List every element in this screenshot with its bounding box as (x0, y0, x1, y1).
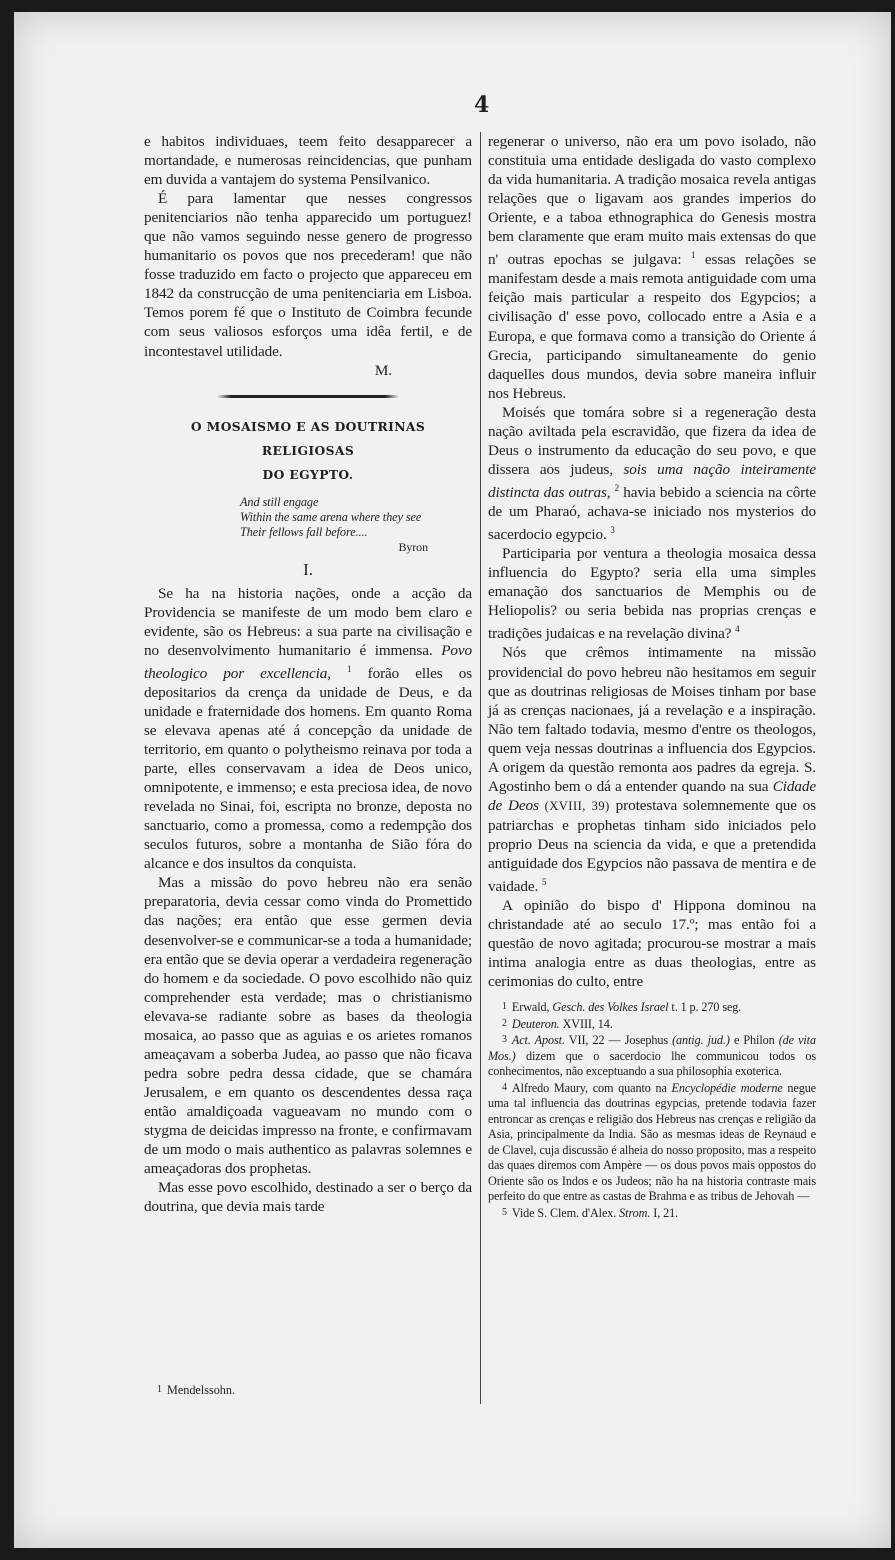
fn2-text-b: XVIII, 14. (562, 1016, 613, 1031)
section-divider (217, 395, 399, 398)
footnote-ref-r3: 3 (610, 525, 615, 536)
fn3-italic-3: (de vita Mos.) (488, 1033, 816, 1063)
article-title-line-1: O MOSAISMO E AS DOUTRINAS RELIGIOSAS (190, 418, 426, 458)
fn3-number: 3 (502, 1034, 507, 1046)
left-paragraph-4: Mas a missão do povo hebreu não era senão preparatoria, devia cessar como vinda do Promettido das nações; era então que esse germen devia desenvolver-se e communicar-se a toda a humanidade; era então que se devia operar a verdadeira regeneração do homem e da sociedade. O povo escolhido não quiz comprehender esta verdade; mas o christianismo elevava-se radiante sobre as bases da theologia mosaica, ao passo que as aguias e os arietes romanos ameaçavam a soberba Judea, ao passo que não ficava pedra sobre pedra dessa cidade, que se chamára Jerusalem, e em quanto os descendentes dessa raça então amaldiçoada vagueavam no mundo com o stygma de deicidas impresso na fronte, e confirmavam de um modo o mais authentico as palavras solemnes e ameaçadoras dos prophetas. (144, 874, 472, 1178)
fn1-italic: Gesch. des Volkes Israel (552, 1000, 669, 1015)
fn1-number: 1 (502, 1001, 507, 1013)
right-p1-text-a: regenerar o universo, não era um povo isolado, não constituia uma entidade desligada do vasto complexo da vida humanitaria. A tradição mosaica revela antigas relações que o ligavam aos grandes imperios do Oriente, e a taboa ethnographica do Genesis mostra bem claramente que eram muito mais extensas do que n' outras epochas se julgava: (488, 133, 816, 269)
fn5-italic: Strom. (619, 1205, 651, 1220)
right-p4-italic: Cidade de Deos (488, 777, 817, 814)
fn1-text-a: Erwald, (511, 1000, 550, 1015)
right-footnote-1 (488, 999, 816, 1016)
left-column (144, 132, 472, 1216)
left-p3-italic: Povo theologico por excellencia, (144, 641, 472, 682)
article-title (144, 415, 472, 487)
right-paragraph-1 (488, 132, 816, 403)
right-column (488, 132, 816, 1221)
right-paragraph-3 (488, 544, 816, 643)
right-paragraph-5: A opinião do bispo d' Hippona dominou na christandade até ao seculo 17.º; mas então foi a questão de novo agitada; procurou-se mostrar a mais intima analogia entre as duas theologias, entre as cerimonias do culto, entre (488, 897, 816, 991)
left-paragraph-5: Mas esse povo escolhido, destinado a ser o berço da doutrina, que devia mais tarde (144, 1179, 472, 1216)
right-p1-text-b: essas relações se manifestam desde a mais remota antiguidade com uma feição mais particular a respeito dos Egypcios; a civilisação d' esse povo, collocado entre a Asia e a Europa, e que formava como a transição do Oriente á Grecia, participando simultaneamente do genio daquelles dous mundos, devia sobre maneira influir nos Hebreus. (488, 251, 817, 402)
fn3-text-d: dizem que o sacerdocio lhe communicou todos os conhecimentos, não exceptuando a sua philosophia exoterica. (488, 1048, 816, 1079)
right-footnote-3 (488, 1032, 816, 1080)
right-p4-text-b: protestava solemnemente que os patriarchas e prophetas tinham sido iniciados pelo proprio Deus na sciencia da vida, e que a pretendida antiguidade dos Egypcios não passava de mentira e de vaidade. (488, 796, 816, 896)
left-p3-text-a: Se ha na historia nações, onde a acção da Providencia se manifeste de um modo bem claro e evidente, são os Hebreus: a sua parte na civilisação e no desenvolvimento humanitario é immensa. (144, 584, 472, 659)
right-footnote-5 (488, 1205, 816, 1222)
right-p4-text-a: Nós que crêmos intimamente na missão providencial do povo hebreu não hesitamos em seguir que as doutrinas religiosas de Moises tinham por base já as crenças nacionaes, já a revelação e a inspiração. Não tem faltado todavia, mesmo d'entre os theologos, quem veja nessas doutrinas a influencia dos Egypcios. A origem da questão remonta aos padres da egreja. S. Agostinho bem o dá a entender quando na sua (488, 644, 816, 795)
left-footnote-text: Mendelssohn. (167, 1383, 236, 1397)
left-paragraph-3 (144, 584, 472, 874)
article-title-line-2: DO EGYPTO. (262, 466, 354, 482)
fn3-text-c: e Philon (733, 1033, 775, 1048)
fn3-text-b: VII, 22 — Josephus (568, 1033, 668, 1048)
right-paragraph-2 (488, 403, 816, 544)
right-footnotes (488, 999, 816, 1221)
left-footnote (157, 1382, 235, 1399)
epigraph-line-1: And still engage (240, 494, 319, 509)
footnote-ref-1: 1 (347, 663, 352, 674)
fn4-text-b: negue uma tal influencia das doutrinas egypcias, pretende todavia fazer entroncar as crenças e religião dos Hebreus nas crenças e religião da Asia, principalmente da India. São as mesmas ideas de Reynaud e de Clavel, cuja discussão é alheia do nosso proposito, mas a respeito das quaes diremos com Ampère — os dous povos mais oppostos do Oriente são os Indos e os Judeos; não ha na historia contraste mais perfeito do que entre as castas de Brahma e as tribus de Jehovah — (488, 1080, 816, 1204)
epigraph-author: Byron (398, 539, 428, 554)
left-paragraph-1: e habitos individuaes, teem feito desapparecer a mortandade, e numerosas reincidencias, que punham em duvida a vantajem do systema Pensilvanico. (144, 133, 472, 189)
fn1-text-b: t. 1 p. 270 seg. (671, 1000, 742, 1015)
fn2-number: 2 (502, 1017, 507, 1029)
right-p2-text-b: havia bebido a sciencia na côrte de um Pharaó, achava-se iniciado nos mysterios do sacerdocio egypcio. (488, 483, 816, 544)
fn3-italic: Act. Apost. (511, 1033, 565, 1048)
right-p2-text-a: Moisés que tomára sobre si a regeneração desta nação aviltada pela escravidão, que fizera da idea de Deus o instrumento da educação do seu povo, e que dissera aos judeus, (488, 403, 816, 478)
footnote-ref-r2: 2 (614, 482, 620, 493)
fn4-number: 4 (502, 1081, 507, 1093)
footnote-ref-r4: 4 (735, 624, 740, 635)
page-number: 4 (474, 92, 490, 118)
epigraph-line-2: Within the same arena where they see (240, 509, 422, 524)
column-divider (480, 132, 481, 1404)
right-p4-citation: (XVIII, 39) (544, 798, 610, 813)
fn4-text-a: Alfredo Maury, com quanto na (511, 1080, 667, 1095)
right-footnote-2 (488, 1016, 816, 1033)
right-paragraph-4 (488, 643, 816, 896)
fn2-italic: Deuteron. (511, 1016, 560, 1031)
left-p3-text-b: forão elles os depositarios da crença da unidade de Deus, e da unidade e fraternidade dos homens. Em quanto Roma se elevava apenas até á concepção da unidade de territorio, em quanto o polytheismo reinava por toda a parte, elles conservavam a idea de Deos unico, omnipotente, e immenso; e esta preciosa idea, de novo revelada no Sinai, foi, escripta no bronze, deposta no sanctuario, como a promessa, como a redempção dos seculos futuros, sobre a montanha de Sião fóra do alcance e dos insultos da conquista. (144, 664, 473, 873)
author-signoff: M. (374, 361, 392, 379)
fn4-italic: Encyclopédie moderne (671, 1080, 783, 1095)
fn5-text-b: I, 21. (653, 1205, 679, 1220)
fn3-italic-2: (antig. jud.) (672, 1033, 730, 1048)
epigraph (144, 495, 472, 540)
right-p2-italic: sois uma nação inteiramente distincta das outras, (488, 460, 817, 501)
footnote-ref-r1: 1 (690, 250, 696, 261)
fn5-number: 5 (502, 1206, 507, 1218)
section-numeral: I. (303, 559, 313, 579)
left-footnote-number: 1 (157, 1384, 162, 1395)
epigraph-line-3: Their fellows fall before.... (240, 524, 368, 539)
right-p3-text: Participaria por ventura a theologia mosaica dessa influencia do Egypto? seria ella uma simples emanação dos sanctuarios de Memphis ou de Heliopolis? ou seria bebida nas proprias crenças e tradições judaicas e na revelação divina? (488, 545, 816, 643)
fn5-text-a: Vide S. Clem. d'Alex. (511, 1205, 617, 1220)
left-paragraph-2: É para lamentar que nesses congressos penitenciarios não tenha apparecido um portuguez! que não vamos seguindo nesse genero de progresso humanitario os povos que nos precederam! que não fosse traduzido em facto o projecto que appareceu em 1842 da construcção de uma penitenciaria em Lisboa. Temos porem fé que o Instituto de Coimbra fecunde com seus valiosos esforços uma idêa fertil, e de incontestavel utilidade. (144, 190, 472, 360)
footnote-ref-r5: 5 (541, 877, 547, 888)
right-footnote-4 (488, 1080, 816, 1205)
